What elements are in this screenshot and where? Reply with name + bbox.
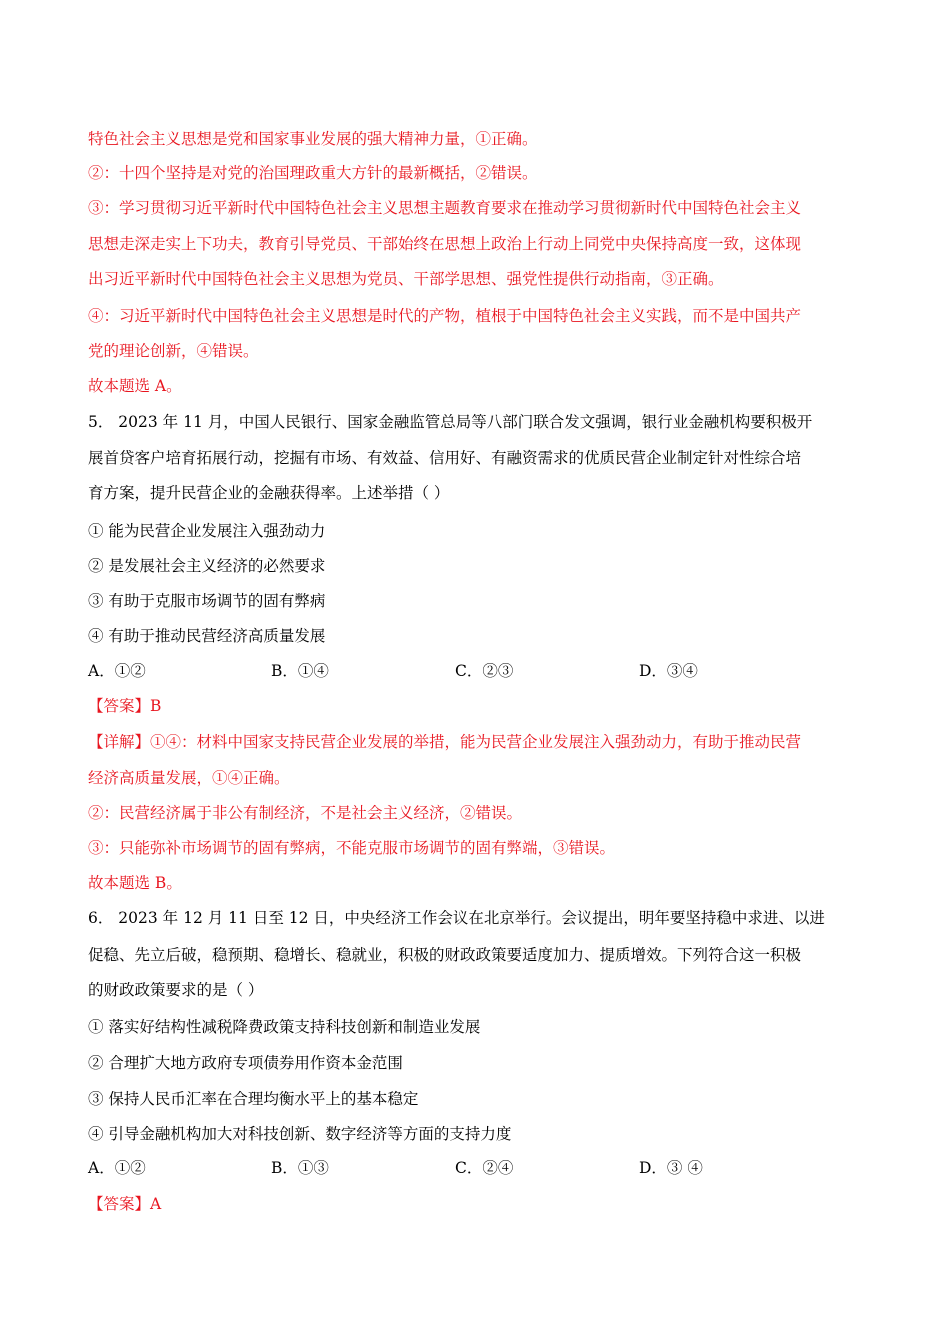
q5-stem-line: 育方案，提升民营企业的金融获得率。上述举措（ ） (88, 484, 450, 502)
q5-statement: ③ 有助于克服市场调节的固有弊病 (88, 592, 326, 610)
q5-explanation-line: 【详解】①④：材料中国家支持民营企业发展的举措，能为民营企业发展注入强劲动力，有助于推动民营 (88, 733, 802, 751)
q6-statement: ② 合理扩大地方政府专项债券用作资本金范围 (88, 1054, 403, 1072)
q4-explanation-line: 思想走深走实上下功夫，教育引导党员、干部始终在思想上政治上行动上同党中央保持高度一致，这体现 (88, 235, 802, 253)
q6-answer: 【答案】A (88, 1195, 162, 1213)
q6-option-b: B．①③ (271, 1159, 329, 1177)
q5-explanation-line: ②：民营经济属于非公有制经济，不是社会主义经济，②错误。 (88, 804, 523, 822)
q6-stem-line: 促稳、先立后破，稳预期、稳增长、稳就业，积极的财政政策要适度加力、提质增效。下列符合这一积极 (88, 946, 802, 964)
q6-option-c: C．②④ (455, 1159, 514, 1177)
q4-explanation-line: 出习近平新时代中国特色社会主义思想为党员、干部学思想、强党性提供行动指南，③正确。 (88, 270, 724, 288)
q6-statement: ① 落实好结构性减税降费政策支持科技创新和制造业发展 (88, 1018, 481, 1036)
q4-explanation-line: 特色社会主义思想是党和国家事业发展的强大精神力量，①正确。 (88, 130, 538, 148)
q5-stem-line: 5． 2023 年 11 月，中国人民银行、国家金融监管总局等八部门联合发文强调，银行业金融机构要积极开 (88, 413, 813, 431)
q5-statement: ① 能为民营企业发展注入强劲动力 (88, 522, 326, 540)
q5-answer: 【答案】B (88, 697, 162, 715)
q4-explanation-line: 党的理论创新，④错误。 (88, 342, 259, 360)
q5-option-d: D．③④ (639, 662, 698, 680)
q5-option-a: A．①② (88, 662, 146, 680)
q6-option-a: A．①② (88, 1159, 146, 1177)
q4-explanation-line: ④：习近平新时代中国特色社会主义思想是时代的产物，植根于中国特色社会主义实践，而不是中国共产 (88, 307, 802, 325)
q6-option-d: D．③ ④ (639, 1159, 703, 1177)
q4-explanation-line: ②：十四个坚持是对党的治国理政重大方针的最新概括，②错误。 (88, 164, 538, 182)
q5-statement: ④ 有助于推动民营经济高质量发展 (88, 627, 326, 645)
q4-explanation-line: ③：学习贯彻习近平新时代中国特色社会主义思想主题教育要求在推动学习贯彻新时代中国特色社会主义 (88, 199, 802, 217)
q6-statement: ④ 引导金融机构加大对科技创新、数字经济等方面的支持力度 (88, 1125, 512, 1143)
q6-stem-line: 的财政政策要求的是（ ） (88, 981, 264, 999)
q6-stem-line: 6． 2023 年 12 月 11 日至 12 日，中央经济工作会议在北京举行。会议提出，明年要坚持稳中求进、以进 (88, 909, 825, 927)
q5-statement: ② 是发展社会主义经济的必然要求 (88, 557, 326, 575)
q5-option-c: C．②③ (455, 662, 514, 680)
q4-conclusion: 故本题选 A。 (88, 377, 182, 395)
q5-stem-line: 展首贷客户培育拓展行动，挖掘有市场、有效益、信用好、有融资需求的优质民营企业制定针对性综合培 (88, 449, 802, 467)
q6-statement: ③ 保持人民币汇率在合理均衡水平上的基本稳定 (88, 1090, 419, 1108)
q5-conclusion: 故本题选 B。 (88, 874, 182, 892)
q5-explanation-line: ③：只能弥补市场调节的固有弊病，不能克服市场调节的固有弊端，③错误。 (88, 839, 616, 857)
q5-option-b: B．①④ (271, 662, 329, 680)
q5-explanation-line: 经济高质量发展，①④正确。 (88, 769, 290, 787)
